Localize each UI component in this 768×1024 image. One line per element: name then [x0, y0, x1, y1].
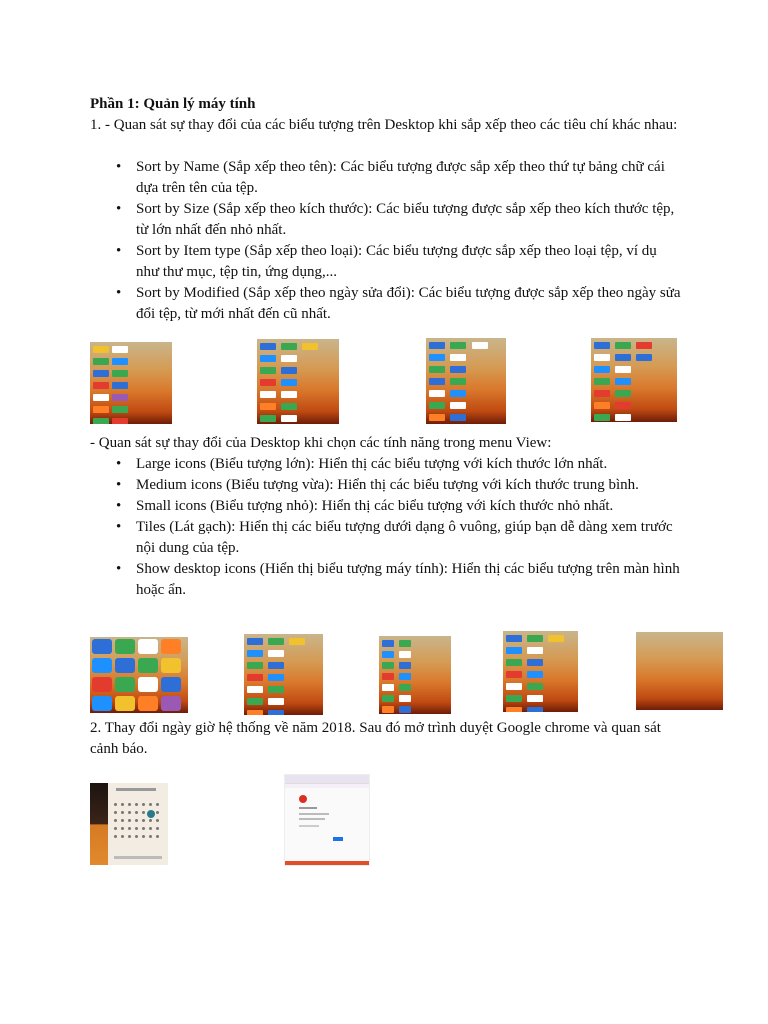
sort-by-size-screenshot: [257, 339, 339, 424]
back-to-safety-button: [333, 837, 343, 841]
selected-date-marker: [147, 810, 155, 818]
view-options-list: [112, 454, 682, 601]
wallpaper-strip: [90, 783, 108, 865]
sort-by-type-screenshot: [426, 338, 506, 424]
list-item: • Small icons (Biểu tượng nhỏ): Hiển thị các biểu tượng với kích thước nhỏ nhất.: [112, 496, 682, 517]
list-item: • Tiles (Lát gạch): Hiển thị các biểu tượng dưới dạng ô vuông, giúp bạn dễ dàng xem trước nội dung của tệp.: [112, 517, 682, 559]
task1-intro: 1. - Quan sát sự thay đổi của các biểu tượng trên Desktop khi sắp xếp theo các tiêu chí khác nhau:: [90, 117, 678, 133]
list-item: • Large icons (Biểu tượng lớn): Hiển thị các biểu tượng với kích thước lớn nhất.: [112, 454, 682, 475]
tiles-screenshot: [503, 631, 578, 712]
medium-icons-screenshot: [244, 634, 323, 715]
sort-options-list: [112, 157, 682, 325]
list-item: • Sort by Item type (Sắp xếp theo loại): Các biểu tượng được sắp xếp theo loại tệp, ví dụ như thư mục, tệp tin, ứng dụng,...: [112, 241, 682, 283]
small-icons-screenshot: [379, 636, 451, 714]
hidden-icons-screenshot: [636, 632, 723, 710]
large-icons-screenshot: [90, 637, 188, 713]
list-item: • Medium icons (Biểu tượng vừa): Hiển thị các biểu tượng với kích thước trung bình.: [112, 475, 682, 496]
warning-icon: [299, 795, 307, 803]
list-item: • Sort by Modified (Sắp xếp theo ngày sửa đổi): Các biểu tượng được sắp xếp theo ngày sửa đổi tệp, từ mới nhất đến cũ nhất.: [112, 283, 682, 325]
view-menu-intro: - Quan sát sự thay đổi của Desktop khi chọn các tính năng trong menu View:: [90, 435, 552, 451]
sort-by-name-screenshot: [90, 342, 172, 424]
task2-text: 2. Thay đổi ngày giờ hệ thống về năm 2018. Sau đó mở trình duyệt Google chrome và quan sát cảnh báo.: [90, 720, 661, 757]
list-item: • Sort by Size (Sắp xếp theo kích thước): Các biểu tượng được sắp xếp theo kích thước tệp, từ lớn nhất đến nhỏ nhất.: [112, 199, 682, 241]
calendar-screenshot: [90, 783, 168, 865]
chrome-warning-screenshot: [284, 774, 370, 866]
list-item: • Show desktop icons (Hiển thị biểu tượng máy tính): Hiển thị các biểu tượng trên màn hình hoặc ẩn.: [112, 559, 682, 601]
list-item: • Sort by Name (Sắp xếp theo tên): Các biểu tượng được sắp xếp theo thứ tự bảng chữ cái dựa trên tên của tệp.: [112, 157, 682, 199]
part-heading: Phần 1: Quản lý máy tính: [90, 96, 256, 112]
sort-by-modified-screenshot: [591, 338, 677, 422]
